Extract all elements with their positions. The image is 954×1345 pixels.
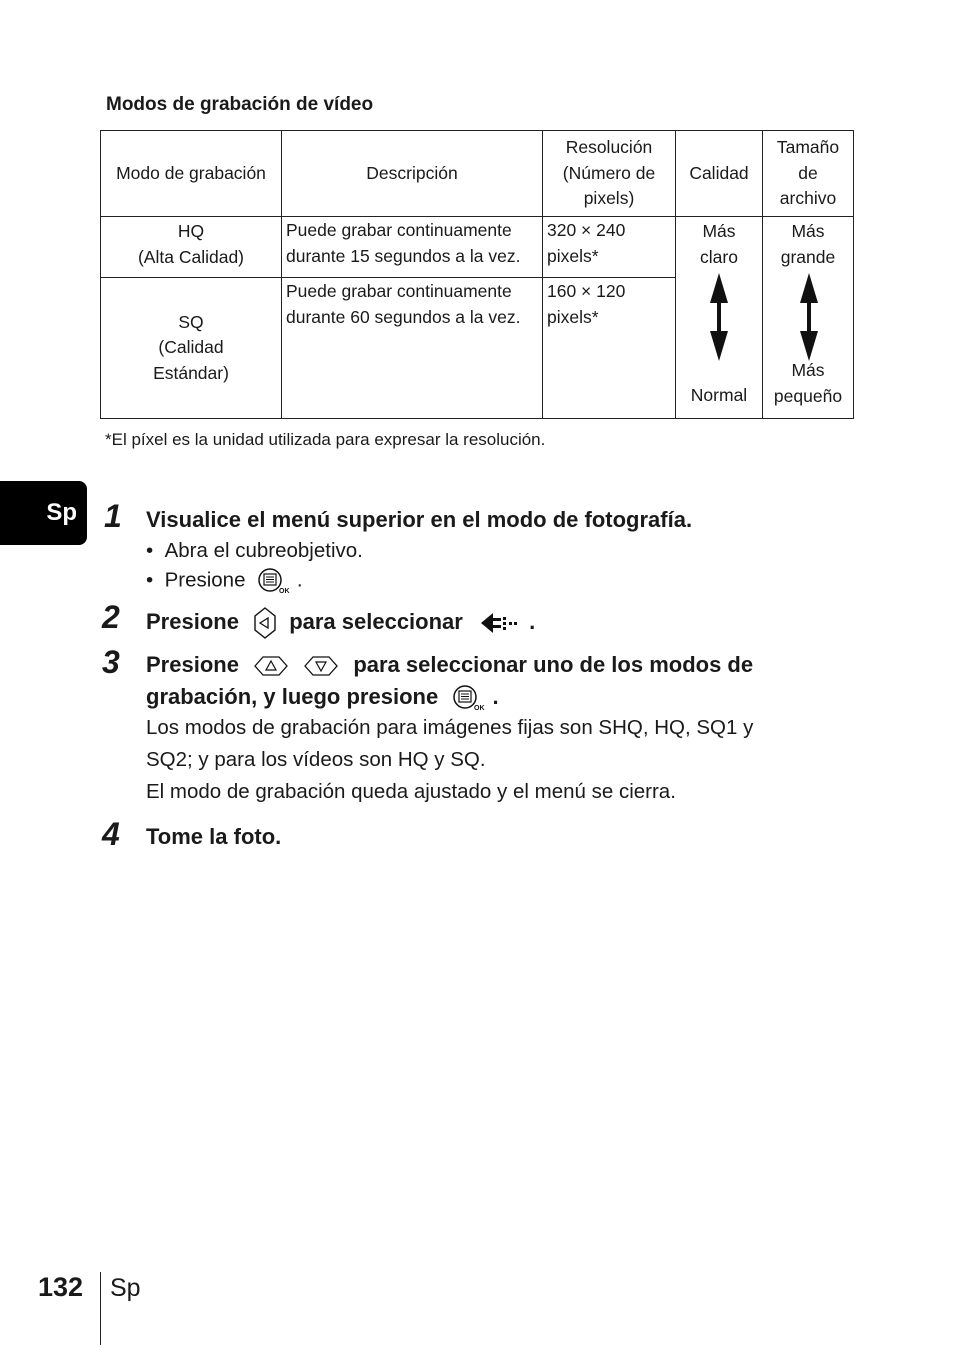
size-bottom (763, 358, 853, 409)
size-bottom-line: Más (791, 360, 825, 380)
left-button-icon (253, 606, 277, 640)
language-tab (0, 481, 87, 545)
header-description-text: Descripción (366, 162, 458, 183)
mode-line: (Calidad (158, 337, 224, 358)
step-3-text: Presione (146, 652, 239, 677)
mode-line: Estándar) (153, 362, 229, 383)
step-3-body-line: SQ2; y para los vídeos son HQ y SQ. (146, 748, 486, 771)
step-3-heading-line-2 (146, 684, 499, 712)
menu-ok-icon (257, 567, 291, 595)
step-number: 1 (104, 498, 122, 534)
row-sq-description (282, 278, 543, 419)
header-mode-text: Modo de grabación (116, 162, 266, 183)
resolution-line: 320 × 240 (547, 220, 626, 240)
step-3-heading-line-1 (146, 652, 753, 678)
footer-divider (100, 1272, 101, 1345)
header-quality (676, 131, 763, 217)
header-size (763, 131, 854, 217)
svg-text:OK: OK (474, 705, 485, 713)
step-2-heading (146, 606, 535, 640)
header-size-line: archivo (779, 188, 837, 209)
bullet-dot: • (146, 539, 165, 562)
size-bottom-line: pequeño (773, 385, 843, 406)
recording-modes-table (100, 130, 854, 419)
up-button-icon (253, 655, 289, 677)
double-arrow-icon (799, 273, 819, 361)
mode-line: (Alta Calidad) (137, 246, 245, 267)
quality-top-line: claro (700, 246, 738, 267)
svg-text:OK: OK (279, 588, 290, 595)
step-3-end: . (492, 684, 499, 709)
down-button-icon (303, 655, 339, 677)
menu-ok-icon (452, 684, 486, 712)
header-size-line: de (798, 162, 818, 183)
header-mode (101, 131, 282, 217)
header-description (282, 131, 543, 217)
step-1-bullet-2 (146, 567, 303, 595)
step-3-body-line: El modo de grabación queda ajustado y el menú se cierra. (146, 780, 676, 803)
mode-line: HQ (177, 221, 205, 241)
quality-bottom: Normal (690, 385, 748, 405)
step-number: 2 (102, 599, 120, 635)
row-sq-mode (101, 278, 282, 419)
size-scale (763, 217, 854, 419)
size-top (763, 219, 853, 270)
description-line: Puede grabar continuamente (286, 220, 512, 240)
row-hq-mode (101, 217, 282, 278)
quality-top-line: Más (702, 221, 736, 241)
row-hq-resolution (543, 217, 676, 278)
resolution-line: 160 × 120 (547, 281, 626, 301)
header-resolution-line: pixels) (583, 188, 635, 209)
table-footnote: *El píxel es la unidad utilizada para expresar la resolución. (105, 430, 546, 449)
step-3-text: para seleccionar uno de los modos de (353, 652, 754, 677)
step-2-text: para seleccionar (289, 608, 463, 634)
table-title: Modos de grabación de vídeo (106, 94, 374, 115)
resolution-line: pixels* (547, 245, 599, 266)
bullet-text: Abra el cubreobjetivo. (164, 539, 363, 562)
size-top-line: Más (791, 221, 825, 241)
double-arrow-icon (709, 273, 729, 361)
bullet-dot: • (146, 568, 165, 592)
mode-line: SQ (178, 311, 204, 332)
step-number: 4 (102, 816, 120, 852)
size-top-line: grande (780, 246, 836, 267)
header-quality-text: Calidad (689, 162, 749, 183)
row-hq-description (282, 217, 543, 278)
step-4-heading: Tome la foto. (146, 824, 282, 849)
language-tab-label: Sp (46, 499, 77, 526)
step-2-end: . (529, 608, 536, 634)
step-3-body-line: Los modos de grabación para imágenes fijas son SHQ, HQ, SQ1 y (146, 716, 754, 739)
step-1-bullet-1 (146, 539, 363, 563)
step-3-text: grabación, y luego presione (146, 684, 439, 709)
step-1-heading: Visualice el menú superior en el modo de fotografía. (146, 507, 693, 532)
header-resolution-line: Resolución (565, 137, 653, 158)
header-size-line: Tamaño (776, 137, 840, 158)
step-2-text: Presione (146, 608, 239, 634)
bullet-end: . (296, 568, 303, 592)
footer-lang: Sp (110, 1274, 141, 1302)
quality-scale (676, 217, 763, 419)
bullet-text: Presione (164, 568, 246, 592)
description-line: durante 15 segundos a la vez. (286, 245, 521, 266)
header-resolution (543, 131, 676, 217)
header-resolution-line: (Número de (562, 162, 656, 183)
quality-top (676, 219, 762, 270)
record-mode-icon (479, 609, 519, 637)
step-number: 3 (102, 644, 120, 680)
resolution-line: pixels* (547, 306, 599, 327)
page-number: 132 (38, 1272, 84, 1302)
row-sq-resolution (543, 278, 676, 419)
description-line: durante 60 segundos a la vez. (286, 306, 521, 327)
description-line: Puede grabar continuamente (286, 281, 512, 301)
